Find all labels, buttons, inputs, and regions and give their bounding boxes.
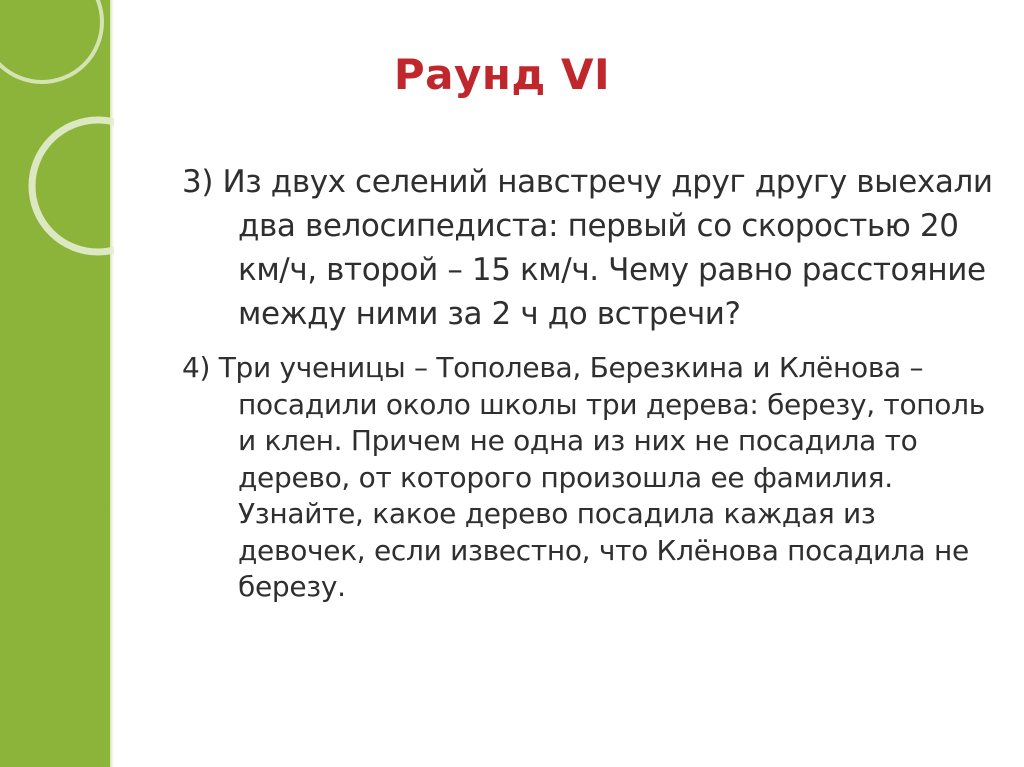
problem-4-text: 4) Три ученицы – Тополева, Березкина и Клёнова – посадили около школы три дерева: березу, тополь и клен. Причем не одна из них не посадила то дерево, от которого произошла ее фамилия. Узнайте, какое дерево посадила каждая из девочек, если известно, что Клёнова посадила не березу. [182, 351, 985, 603]
slide-content [182, 160, 1002, 606]
problem-3-text: 3) Из двух селений навстречу друг другу выехали два велосипедиста: первый со скоростью 20 км/ч, второй – 15 км/ч. Чему равно расстояние между ними за 2 ч до встречи? [182, 164, 993, 332]
slide-title [150, 47, 1024, 103]
decorative-ring-middle [32, 120, 114, 252]
decorative-ring-top [0, 0, 102, 82]
slide-title-text: Раунд VI [393, 50, 611, 99]
decorative-circles [0, 0, 114, 767]
